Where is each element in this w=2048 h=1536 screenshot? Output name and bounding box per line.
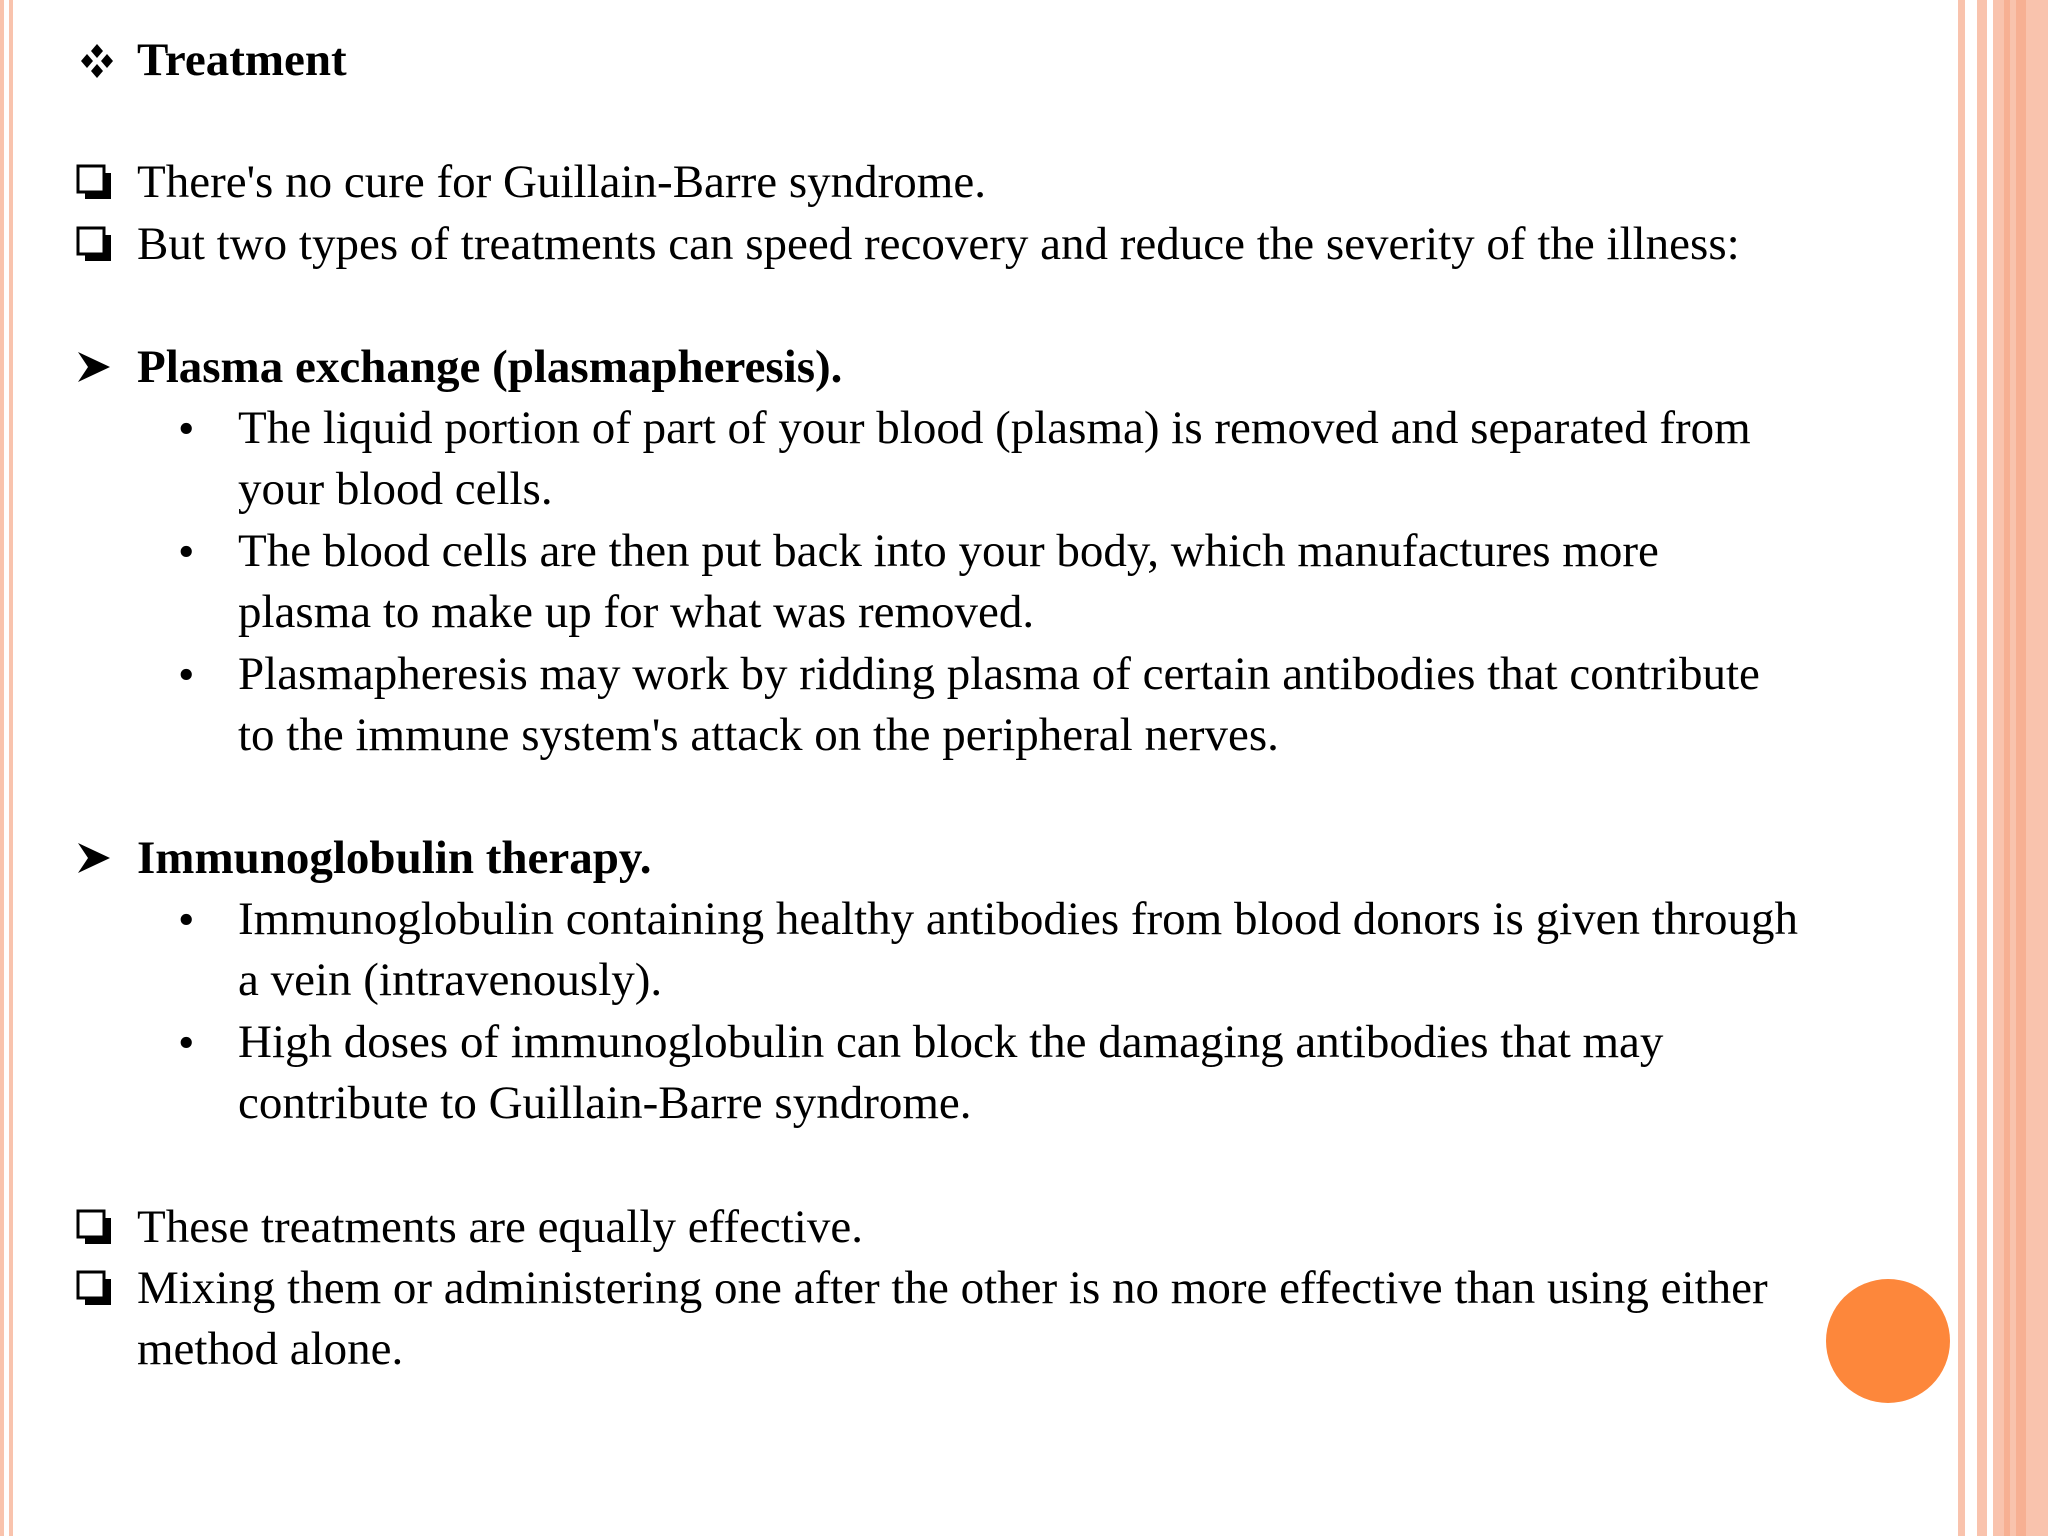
bullet-dot: • (178, 894, 195, 946)
bullet-text-line: The blood cells are then put back into your body, which manufactures more (238, 525, 1659, 577)
bullet-text-line: a vein (intravenously). (238, 954, 663, 1006)
decorative-orange-circle (1826, 1279, 1950, 1403)
checkbox-icon (76, 226, 112, 262)
bullet-text-line: your blood cells. (238, 463, 553, 515)
slide-title: Treatment (137, 34, 347, 86)
closing-item-continuation: method alone. (137, 1323, 404, 1375)
arrowhead-icon (76, 349, 112, 385)
checkbox-icon (76, 1209, 112, 1245)
four-diamonds-icon (76, 40, 118, 82)
right-border-stripe (2004, 0, 2010, 1536)
left-border-stripe (9, 0, 13, 1536)
intro-item: There's no cure for Guillain-Barre syndrome. (137, 156, 986, 208)
bullet-text-line: Immunoglobulin containing healthy antibodies from blood donors is given through (238, 893, 1798, 945)
bullet-text-line: Plasmapheresis may work by ridding plasma of certain antibodies that contribute (238, 648, 1760, 700)
bullet-text-line: High doses of immunoglobulin can block the damaging antibodies that may (238, 1016, 1664, 1068)
checkbox-icon (76, 1270, 112, 1306)
left-decorative-border (0, 0, 18, 1536)
closing-item: Mixing them or administering one after the other is no more effective than using either (137, 1262, 1768, 1314)
bullet-dot: • (178, 1017, 195, 1069)
left-border-stripe (0, 0, 4, 1536)
right-border-stripe (1977, 0, 1987, 1536)
bullet-dot: • (178, 526, 195, 578)
bullet-dot: • (178, 649, 195, 701)
right-border-stripe (2016, 0, 2026, 1536)
bullet-text-line: The liquid portion of part of your blood (plasma) is removed and separated from (238, 402, 1751, 454)
bullet-text-line: plasma to make up for what was removed. (238, 586, 1035, 638)
arrowhead-icon (76, 840, 112, 876)
bullet-dot: • (178, 403, 195, 455)
right-border-stripe (1958, 0, 1965, 1536)
section-heading: Immunoglobulin therapy. (137, 832, 652, 884)
bullet-text-line: to the immune system's attack on the peripheral nerves. (238, 709, 1279, 761)
closing-item: These treatments are equally effective. (137, 1201, 863, 1253)
bullet-text-line: contribute to Guillain-Barre syndrome. (238, 1077, 972, 1129)
checkbox-icon (76, 164, 112, 200)
intro-item: But two types of treatments can speed recovery and reduce the severity of the illness: (137, 218, 1740, 270)
section-heading: Plasma exchange (plasmapheresis). (137, 341, 843, 393)
right-decorative-border (1958, 0, 2048, 1536)
